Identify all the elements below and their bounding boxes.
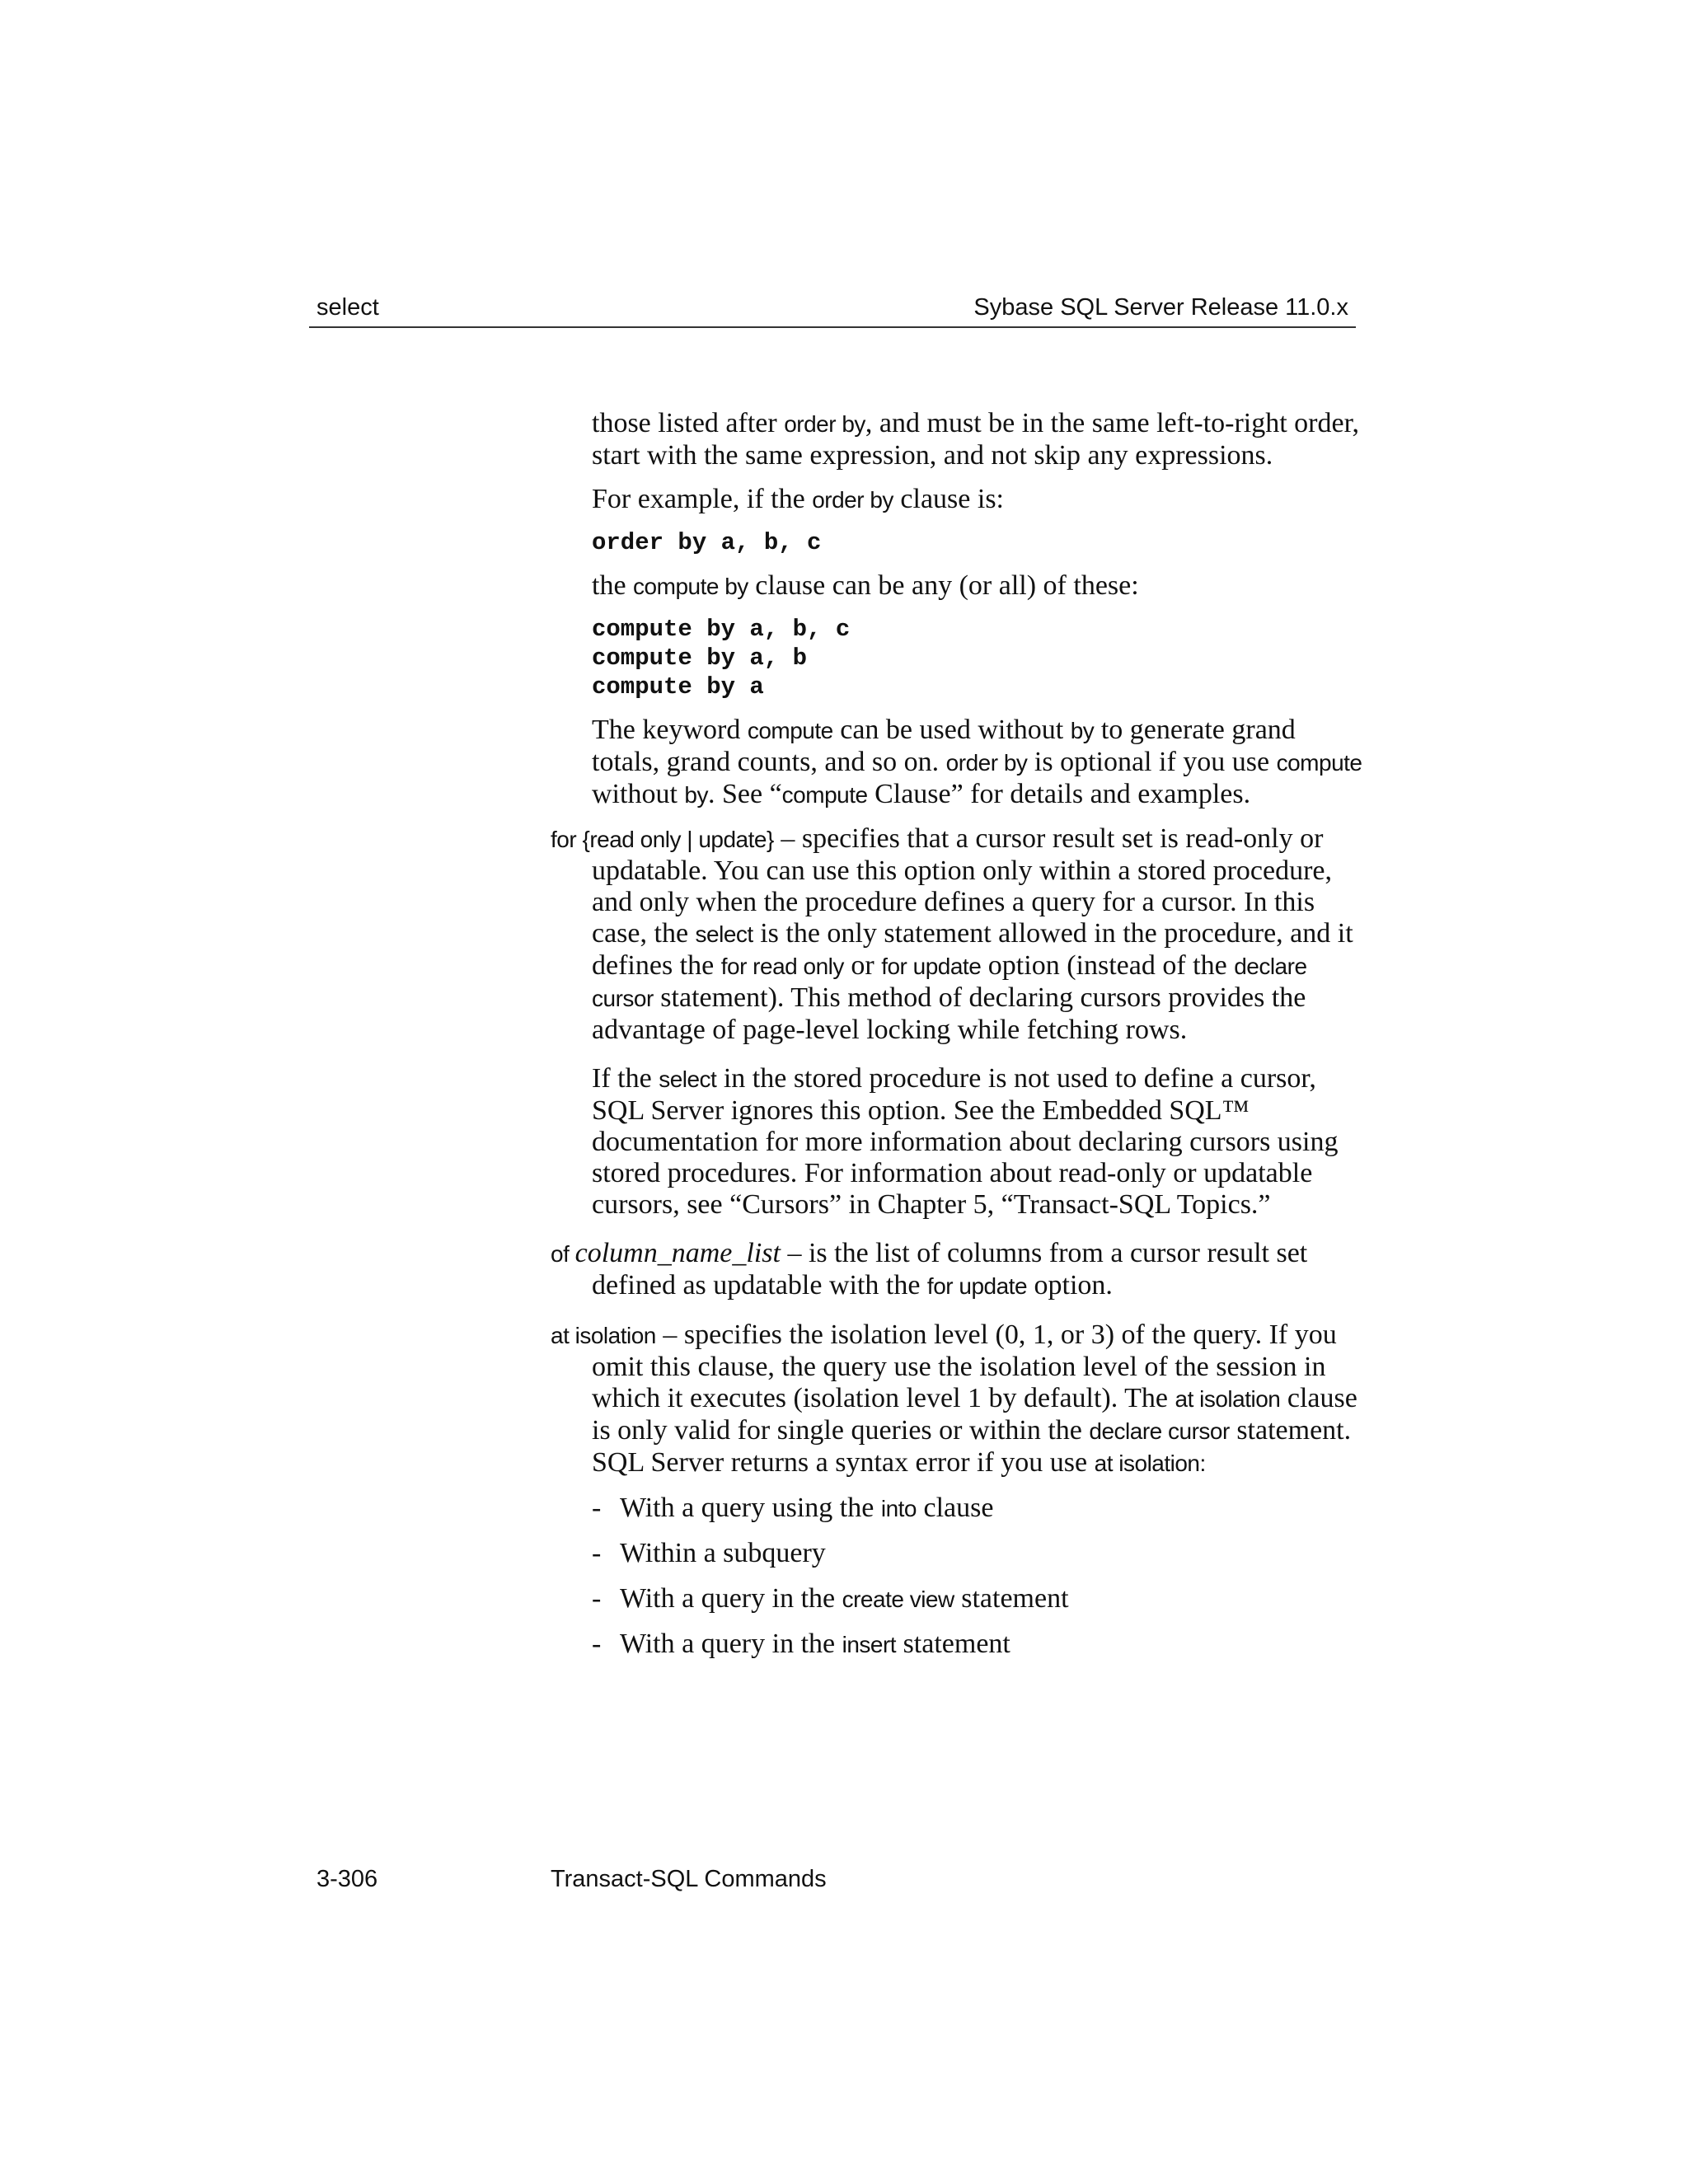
entry-term: at isolation [551,1323,656,1348]
keyword: by [684,782,708,808]
entry-for-continuation: If the select in the stored procedure is not used to define a cursor, SQL Server ignores this option. See the Embedded SQL™ documentation for more information about declaring cursors using stored procedures. For information about read-only or updatable cursors, see “Cursors” in Chapter 5, “Transact-SQL Topics.” [592,1063,1339,1220]
list-item: - With a query using the into clause [592,1493,994,1523]
keyword: into [880,1496,917,1521]
list-item: - With a query in the create view statement [592,1583,1069,1614]
header-product-release: Sybase SQL Server Release 11.0.x [973,294,1348,321]
header-section-name: select [316,294,379,321]
entry-term: for {read only | update} [551,827,774,852]
page-number: 3-306 [316,1866,378,1892]
page-body [551,408,1367,1674]
keyword: by [1070,718,1095,743]
intro-paragraph-4: The keyword compute can be used without by to generate grand totals, grand counts, and so on. order by is optional if you use compute without by. See “compute Clause” for details and examples. [592,715,1362,809]
code-line: compute by a, b, c [592,616,851,643]
entry-term: of [551,1241,575,1267]
keyword: for update [881,954,982,979]
intro-paragraph-2: For example, if the order by clause is: [592,484,1004,514]
footer-chapter-title: Transact-SQL Commands [551,1866,827,1892]
dash-bullet: - [592,1629,602,1659]
keyword: select [659,1066,717,1092]
list-item: - With a query in the insert statement [592,1629,1010,1659]
keyword: for read only [720,954,844,979]
isolation-restriction-list [551,1493,1367,1661]
dash-bullet: - [592,1583,602,1614]
entry-of-column-name-list: of column_name_list – is the list of columns from a cursor result set defined as updatable with the for update option. [551,1238,1308,1301]
list-item: - Within a subquery [592,1538,826,1568]
code-example-compute-by [592,615,1367,701]
keyword: order by [784,411,865,437]
keyword: order by [812,487,893,513]
dash-bullet: - [592,1493,602,1523]
code-example-order-by: order by a, b, c [592,529,822,556]
entry-at-isolation: at isolation – specifies the isolation level (0, 1, or 3) of the query. If you omit this clause, the query use the isolation level of the session in which it executes (isolation level 1 by default). The at isolation clause is only valid for single queries or within the declare cursor statement. SQL Server returns a syntax error if you use at isolation: [551,1319,1357,1478]
intro-paragraph-3: the compute by clause can be any (or all) of these: [592,570,1139,601]
entry-term-variable: column_name_list [574,1238,781,1268]
keyword: compute [781,782,868,808]
keyword: declare cursor [1089,1418,1230,1444]
keyword: compute by [633,574,748,599]
running-header [309,288,1356,328]
keyword: at isolation: [1094,1451,1206,1476]
dash-bullet: - [592,1538,602,1568]
keyword: for update [926,1273,1028,1299]
keyword: declare cursor [592,954,1307,1011]
keyword: compute [747,718,833,743]
code-line: compute by a, b [592,644,808,672]
keyword: select [695,921,753,947]
keyword: insert [842,1632,897,1657]
keyword: order by [945,750,1028,776]
code-line: compute by a [592,673,764,701]
keyword: at isolation [1175,1386,1281,1412]
keyword: compute [1276,750,1362,776]
entry-for-read-only-update: for {read only | update} – specifies that a cursor result set is read-only or updatable. You can use this option only within a stored procedure, and only when the procedure defines a query for a cursor. In this case, the select is the only statement allowed in the procedure, and it defines the for read only or for update option (instead of the declare cursor statement). This method of declaring cursors provides the advantage of page-level locking while fetching rows. [551,823,1353,1045]
intro-paragraph-1: those listed after order by, and must be in the same left-to-right order, start with the same expression, and not skip any expressions. [592,408,1360,471]
keyword: create view [842,1586,954,1612]
